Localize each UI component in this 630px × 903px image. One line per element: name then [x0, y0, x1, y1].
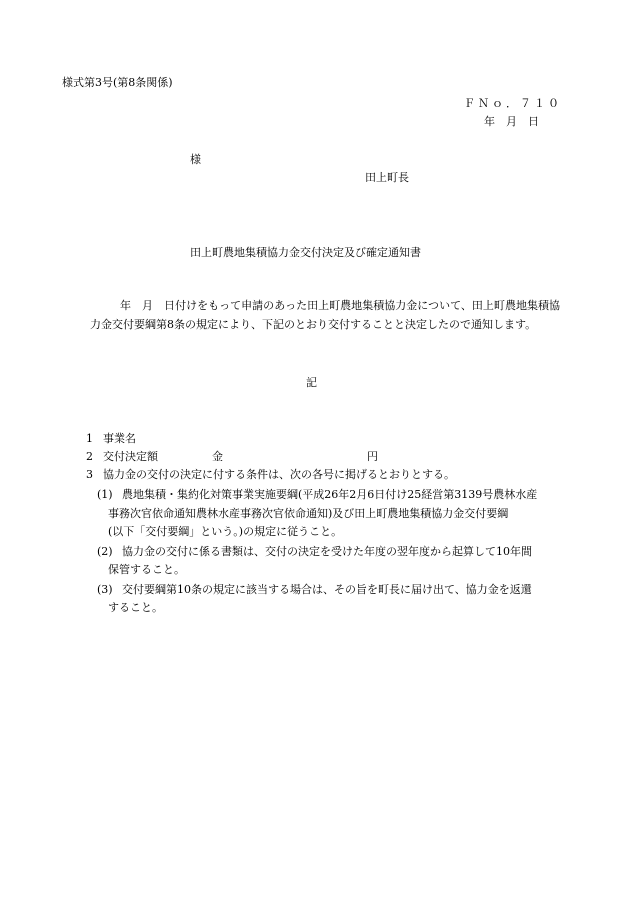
ki-heading: 記 — [306, 376, 317, 389]
subitem-1-line-3: (以下「交付要綱」という。)の規定に従うこと。 — [108, 525, 343, 538]
item-3-number: 3 — [86, 468, 93, 481]
body-paragraph: 年 月 日付けをもって申請のあった田上町農地集積協力金について、田上町農地集積協力金交付要綱第8条の規定により、下記のとおり交付することと決定したので通知します。 — [90, 299, 560, 331]
subitem-1-line-1: 農地集積・集約化対策事業実施要綱(平成26年2月6日付け25経営第3139号農林水産 — [122, 488, 538, 501]
date-line: 年 月 日 — [484, 115, 539, 128]
item-3-text: 協力金の交付の決定に付する条件は、次の各号に掲げるとおりとする。 — [103, 468, 455, 481]
document-title: 田上町農地集積協力金交付決定及び確定通知書 — [190, 246, 421, 259]
sender-name: 田上町長 — [365, 171, 409, 184]
subitem-1-line-2: 事務次官依命通知農林水産事務次官依命通知)及び田上町農地集積協力金交付要綱 — [108, 507, 509, 520]
item-2-yen: 円 — [367, 450, 378, 463]
subitem-2-line-1: 協力金の交付に係る書類は、交付の決定を受けた年度の翌年度から起算して10年間 — [122, 545, 532, 558]
subitem-2-number: (2) — [97, 545, 113, 558]
item-1-text: 事業名 — [103, 432, 136, 445]
subitem-3-number: (3) — [97, 583, 113, 596]
subitem-1-number: (1) — [97, 488, 113, 501]
item-1-number: 1 — [86, 432, 93, 445]
item-2-number: 2 — [86, 450, 93, 463]
subitem-2-line-2: 保管すること。 — [108, 563, 185, 576]
item-2-text: 交付決定額 — [103, 450, 158, 463]
recipient-suffix: 様 — [190, 153, 201, 166]
subitem-3-line-1: 交付要綱第10条の規定に該当する場合は、その旨を町長に届け出て、協力金を返還 — [122, 583, 532, 596]
form-label: 様式第3号(第8条関係) — [62, 76, 173, 89]
subitem-3-line-2: すること。 — [108, 601, 163, 614]
document-number: ＦＮｏ．７１０ — [464, 97, 562, 110]
item-2-kin: 金 — [212, 450, 223, 463]
